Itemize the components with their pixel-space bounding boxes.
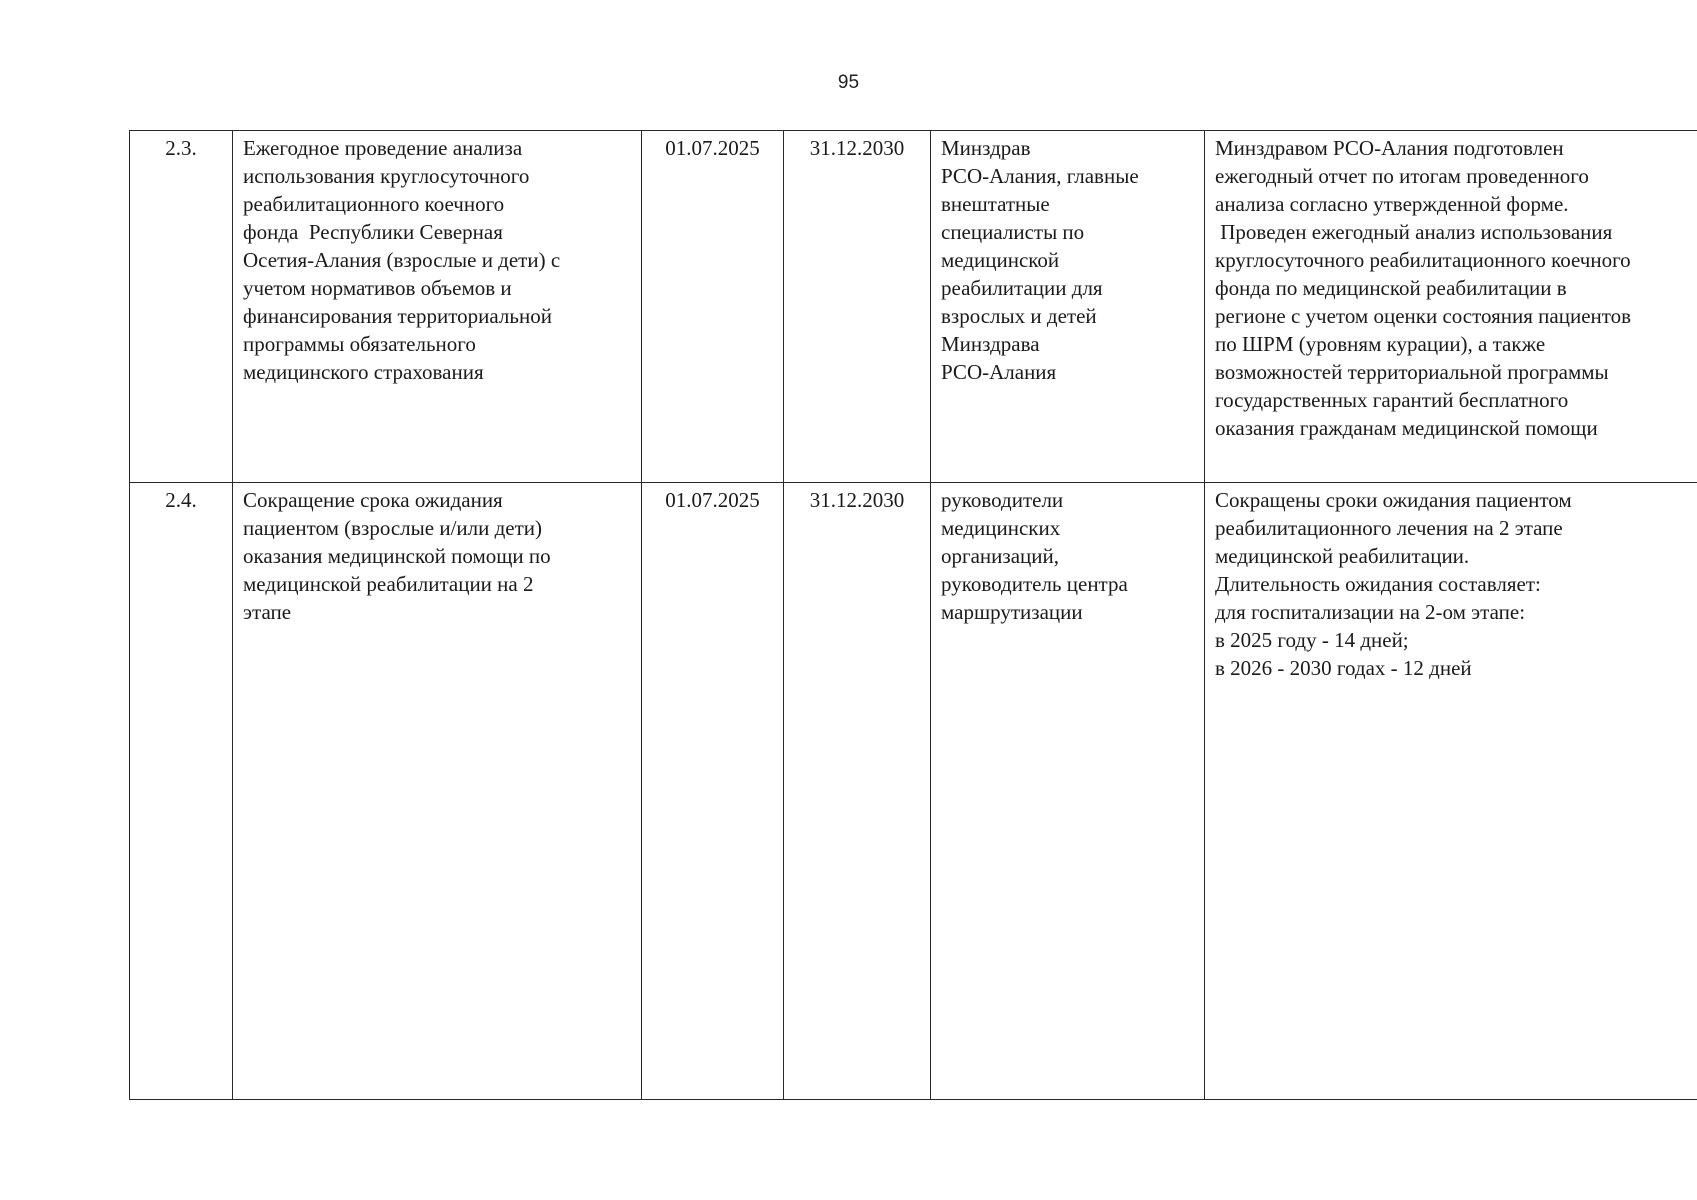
measure-name-cell: [233, 483, 642, 1100]
text-line: государственных гарантий бесплатного: [1215, 388, 1569, 412]
text-line: по ШРМ (уровням курации), а также: [1215, 332, 1546, 356]
start-date-cell: 01.07.2025: [642, 483, 784, 1100]
text-line: финансирования территориальной: [243, 304, 552, 328]
end-date-cell: 31.12.2030: [784, 483, 931, 1100]
text-line: Минздрава: [941, 332, 1040, 356]
measures-table: [129, 130, 1697, 1100]
text-line: маршрутизации: [941, 600, 1083, 624]
text-line: ежегодный отчет по итогам проведенного: [1215, 164, 1589, 188]
text-line: медицинской: [941, 248, 1060, 272]
responsible-cell: [931, 131, 1205, 483]
text-line: этапе: [243, 600, 292, 624]
text-line: для госпитализации на 2-ом этапе:: [1215, 600, 1526, 624]
text-line: фонда Республики Северная: [243, 220, 503, 244]
text-line: реабилитационного коечного: [243, 192, 505, 216]
measure-name-cell: [233, 131, 642, 483]
text-line: Сокращение срока ожидания: [243, 488, 503, 512]
text-line: медицинской реабилитации на 2: [243, 572, 534, 596]
text-line: Минздрав: [941, 136, 1031, 160]
text-line: РСО-Алания, главные: [941, 164, 1139, 188]
text-line: Сокращены сроки ожидания пациентом: [1215, 488, 1572, 512]
text-line: взрослых и детей: [941, 304, 1097, 328]
text-line: в 2026 - 2030 годах - 12 дней: [1215, 656, 1472, 680]
text-line: специалисты по: [941, 220, 1085, 244]
text-line: оказания медицинской помощи по: [243, 544, 551, 568]
text-line: круглосуточного реабилитационного коечного: [1215, 248, 1631, 272]
end-date-cell: 31.12.2030: [784, 131, 931, 483]
text-line: Осетия-Алания (взрослые и дети) с: [243, 248, 561, 272]
text-line: медицинского страхования: [243, 360, 484, 384]
text-line: медицинской реабилитации.: [1215, 544, 1470, 568]
text-line: медицинских: [941, 516, 1061, 540]
row-number-cell: 2.3.: [130, 131, 233, 483]
text-line: реабилитации для: [941, 276, 1103, 300]
text-line: Длительность ожидания составляет:: [1215, 572, 1541, 596]
text-line: анализа согласно утвержденной форме.: [1215, 192, 1569, 216]
text-line: возможностей территориальной программы: [1215, 360, 1609, 384]
result-cell: [1205, 131, 1697, 483]
text-line: пациентом (взрослые и/или дети): [243, 516, 543, 540]
text-line: программы обязательного: [243, 332, 476, 356]
text-line: регионе с учетом оценки состояния пациентов: [1215, 304, 1632, 328]
text-line: реабилитационного лечения на 2 этапе: [1215, 516, 1563, 540]
responsible-cell: [931, 483, 1205, 1100]
table-row: [130, 131, 1697, 483]
text-line: учетом нормативов объемов и: [243, 276, 512, 300]
text-line: оказания гражданам медицинской помощи: [1215, 416, 1598, 440]
text-line: Ежегодное проведение анализа: [243, 136, 523, 160]
text-line: РСО-Алания: [941, 360, 1057, 384]
start-date-cell: 01.07.2025: [642, 131, 784, 483]
text-line: организаций,: [941, 544, 1059, 568]
page-number: 95: [837, 72, 860, 93]
text-line: в 2025 году - 14 дней;: [1215, 628, 1409, 652]
text-line: Минздравом РСО-Алания подготовлен: [1215, 136, 1564, 160]
text-line: внештатные: [941, 192, 1050, 216]
text-line: руководители: [941, 488, 1064, 512]
text-line: руководитель центра: [941, 572, 1128, 596]
row-number-cell: 2.4.: [130, 483, 233, 1100]
text-line: Проведен ежегодный анализ использования: [1215, 220, 1613, 244]
text-line: использования круглосуточного: [243, 164, 530, 188]
text-line: фонда по медицинской реабилитации в: [1215, 276, 1567, 300]
result-cell: [1205, 483, 1697, 1100]
table-row: [130, 483, 1697, 1100]
